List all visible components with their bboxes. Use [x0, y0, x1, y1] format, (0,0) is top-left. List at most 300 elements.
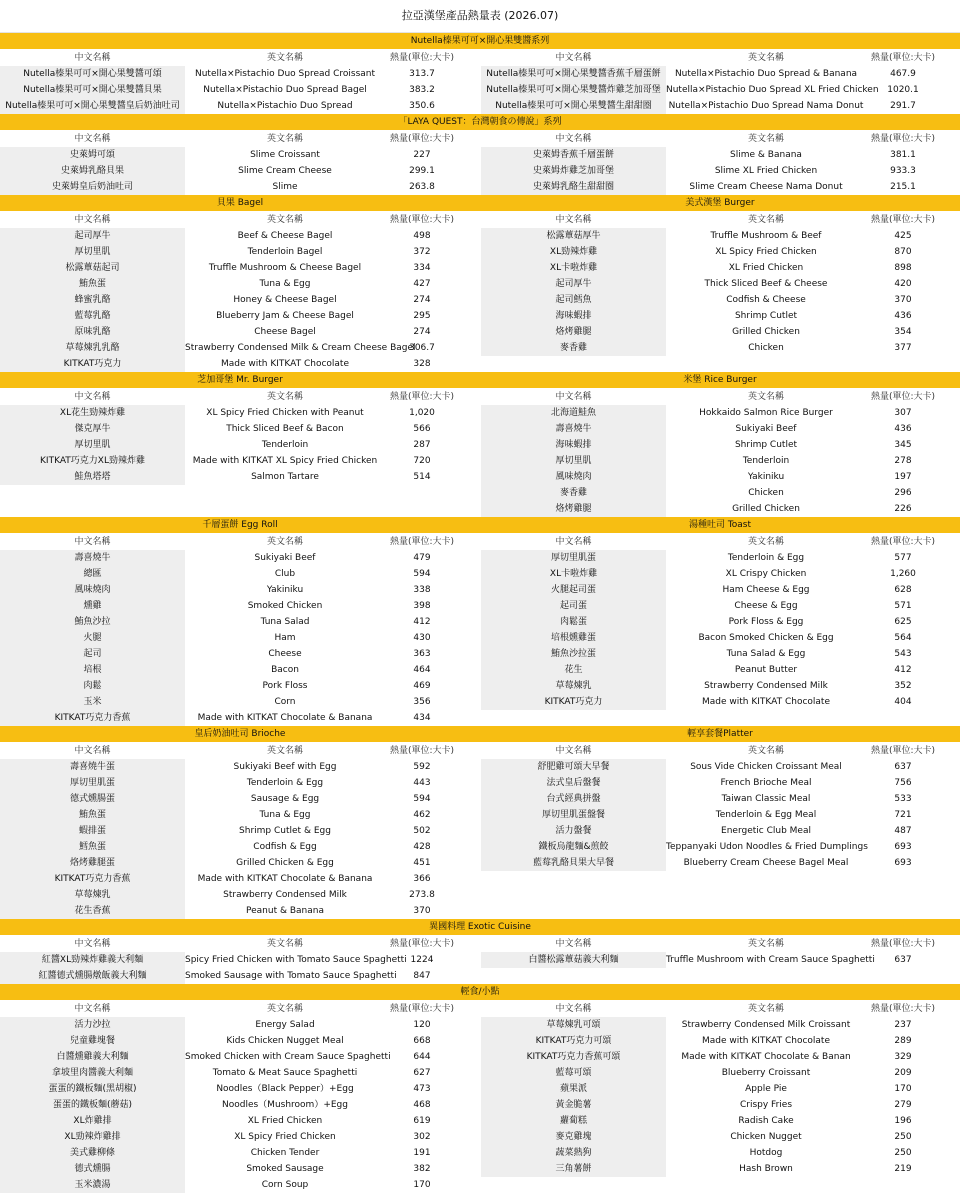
- item-kcal: 420: [894, 279, 912, 289]
- item-name-en: Tenderloin & Egg: [727, 553, 805, 563]
- item-kcal: 625: [894, 617, 912, 627]
- column-header-group: [0, 534, 480, 550]
- item-name-en: Ham: [274, 633, 296, 643]
- item-name-zh: 舒肥雞可頌大早餐: [481, 759, 666, 775]
- item-name-zh: 原味乳酪: [0, 324, 185, 340]
- item-kcal: [866, 887, 940, 903]
- item-kcal: 196: [894, 1116, 912, 1126]
- item-name-en: Shrimp Cutlet & Egg: [239, 826, 331, 836]
- item-right: [480, 147, 960, 163]
- item-name-en: Smoked Sausage: [246, 1164, 324, 1174]
- item-right: [480, 952, 960, 968]
- item-kcal: 428: [413, 842, 431, 852]
- item-name-en: XL Spicy Fried Chicken: [715, 247, 817, 257]
- item-kcal: 592: [413, 762, 431, 772]
- item-kcal: 566: [413, 424, 431, 434]
- table-row: [0, 903, 960, 919]
- item-name-en: Noodles（Mushroom）+Egg: [222, 1100, 348, 1110]
- item-name-en: Tenderloin & Egg Meal: [715, 810, 817, 820]
- table-row: [0, 485, 960, 501]
- table-row: [0, 1177, 960, 1193]
- item-right: [480, 646, 960, 662]
- table-row: [0, 405, 960, 421]
- item-kcal: 377: [894, 343, 912, 353]
- item-name-en: Teppanyaki Udon Noodles & Fried Dumplings: [666, 842, 868, 852]
- table-row: [0, 1129, 960, 1145]
- column-header-group: [480, 743, 960, 759]
- item-name-zh: 蜂蜜乳酪: [0, 292, 185, 308]
- item-left: [0, 630, 480, 646]
- section-title-row: [0, 726, 960, 743]
- section-title-left: 芝加哥堡 Mr. Burger: [197, 375, 283, 385]
- item-left: [0, 1065, 480, 1081]
- item-name-zh: 鮭魚塔塔: [0, 469, 185, 485]
- table-row: [0, 292, 960, 308]
- header-kcal: 熱量(單位:大卡): [870, 53, 936, 63]
- header-zh: 中文名稱: [555, 392, 592, 402]
- item-right: [480, 453, 960, 469]
- item-kcal: 296: [894, 488, 912, 498]
- section-title-right: 米堡 Rice Burger: [683, 375, 757, 385]
- item-kcal: 427: [413, 279, 431, 289]
- item-name-en: [185, 501, 385, 517]
- item-right: [480, 823, 960, 839]
- item-left: [0, 82, 480, 98]
- table-row: [0, 228, 960, 244]
- item-kcal: 434: [413, 713, 431, 723]
- item-kcal: 464: [413, 665, 431, 675]
- item-left: [0, 871, 480, 887]
- item-right: [480, 260, 960, 276]
- item-right: [480, 839, 960, 855]
- item-right: [480, 1097, 960, 1113]
- item-name-en: Truffle Mushroom with Cream Sauce Spaghetti: [666, 955, 875, 965]
- item-left: [0, 469, 480, 485]
- table-row: [0, 952, 960, 968]
- column-header-row: [0, 1001, 960, 1017]
- item-kcal: 533: [894, 794, 912, 804]
- header-kcal: 熱量(單位:大卡): [870, 537, 936, 547]
- item-kcal: 870: [894, 247, 912, 257]
- item-name-zh: 起司: [0, 646, 185, 662]
- item-name-en: Peanut Butter: [734, 665, 798, 675]
- item-right: [480, 1129, 960, 1145]
- item-kcal: 436: [894, 424, 912, 434]
- item-name-en: Hash Brown: [739, 1164, 793, 1174]
- item-name-en: Pork Floss: [262, 681, 308, 691]
- item-left: [0, 405, 480, 421]
- item-right: [480, 82, 960, 98]
- item-kcal: 263.8: [409, 182, 435, 192]
- header-en: 英文名稱: [747, 53, 784, 63]
- item-name-en: Chicken: [748, 488, 784, 498]
- item-name-en: Chicken: [748, 343, 784, 353]
- item-name-en: Codfish & Egg: [253, 842, 317, 852]
- item-right: [480, 662, 960, 678]
- header-zh: 中文名稱: [555, 53, 592, 63]
- table-row: [0, 582, 960, 598]
- header-en: 英文名稱: [266, 939, 303, 949]
- item-kcal: [866, 968, 940, 984]
- item-right: [480, 1049, 960, 1065]
- item-kcal: 467.9: [890, 69, 916, 79]
- item-name-en: Hokkaido Salmon Rice Burger: [699, 408, 833, 418]
- header-kcal: 熱量(單位:大卡): [870, 939, 936, 949]
- section-title-row: [0, 372, 960, 389]
- item-kcal: 479: [413, 553, 431, 563]
- table-row: [0, 823, 960, 839]
- item-name-en: Strawberry Condensed Milk: [223, 890, 347, 900]
- item-right: [480, 501, 960, 517]
- item-kcal: 468: [413, 1100, 431, 1110]
- item-name-en: Apple Pie: [745, 1084, 787, 1094]
- header-kcal: 熱量(單位:大卡): [870, 134, 936, 144]
- item-kcal: 313.7: [409, 69, 435, 79]
- item-kcal: 352: [894, 681, 912, 691]
- item-right: [480, 630, 960, 646]
- table-row: [0, 759, 960, 775]
- section-title: 輕食/小點: [0, 984, 960, 1001]
- column-header-group: [0, 936, 480, 952]
- item-name-en: Slime Croissant: [250, 150, 320, 160]
- item-right: [480, 694, 960, 710]
- item-name-zh: 麥香雞: [481, 340, 666, 356]
- item-name-zh: 麥香雞: [481, 485, 666, 501]
- item-kcal: [866, 903, 940, 919]
- item-right: [480, 437, 960, 453]
- section-title-left: 千層蛋餅 Egg Roll: [202, 520, 278, 530]
- item-name-zh: [481, 356, 666, 372]
- item-name-en: Made with KITKAT XL Spicy Fried Chicken: [192, 456, 378, 466]
- item-kcal: 328: [413, 359, 431, 369]
- item-name-en: Cheese Bagel: [254, 327, 316, 337]
- header-en: 英文名稱: [266, 537, 303, 547]
- item-name-en: Hotdog: [749, 1148, 783, 1158]
- item-right: [480, 791, 960, 807]
- item-kcal: 291.7: [890, 101, 916, 111]
- item-name-en: Tenderloin Bagel: [247, 247, 323, 257]
- item-name-en: Energy Salad: [255, 1020, 315, 1030]
- item-kcal: 451: [413, 858, 431, 868]
- item-name-en: Truffle Mushroom & Cheese Bagel: [208, 263, 362, 273]
- header-en: 英文名稱: [266, 392, 303, 402]
- item-name-en: Sausage & Egg: [250, 794, 320, 804]
- item-name-en: Salmon Tartare: [251, 472, 319, 482]
- item-name-zh: 燻雞: [0, 598, 185, 614]
- table-row: [0, 710, 960, 726]
- header-zh: 中文名稱: [555, 134, 592, 144]
- item-name-zh: 厚切里肌: [481, 453, 666, 469]
- item-left: [0, 98, 480, 114]
- item-kcal: 289: [894, 1036, 912, 1046]
- table-row: [0, 1145, 960, 1161]
- column-header-row: [0, 212, 960, 228]
- item-kcal: 720: [413, 456, 431, 466]
- header-en: 英文名稱: [266, 215, 303, 225]
- item-left: [0, 1177, 480, 1193]
- item-left: [0, 823, 480, 839]
- item-left: [0, 791, 480, 807]
- item-kcal: [866, 356, 940, 372]
- header-kcal: 熱量(單位:大卡): [389, 134, 455, 144]
- header-en: 英文名稱: [747, 939, 784, 949]
- item-left: [0, 1097, 480, 1113]
- item-kcal: 299.1: [409, 166, 435, 176]
- section-title-right: 美式漢堡 Burger: [685, 198, 755, 208]
- table-row: [0, 807, 960, 823]
- column-header-group: [480, 534, 960, 550]
- item-name-en: Sukiyaki Beef: [735, 424, 797, 434]
- item-name-en: Chicken Nugget: [730, 1132, 802, 1142]
- item-name-zh: 兒童雞塊餐: [0, 1033, 185, 1049]
- item-name-zh: XL勁辣炸雞排: [0, 1129, 185, 1145]
- item-kcal: 170: [894, 1084, 912, 1094]
- item-kcal: 383.2: [409, 85, 435, 95]
- item-left: [0, 163, 480, 179]
- item-name-zh: 松露蕈菇厚牛: [481, 228, 666, 244]
- item-name-en: Chicken Tender: [250, 1148, 320, 1158]
- table-row: [0, 82, 960, 98]
- column-header-group: [480, 50, 960, 66]
- item-name-en: Tuna Salad: [260, 617, 310, 627]
- item-kcal: 1224: [410, 955, 434, 965]
- table-row: [0, 598, 960, 614]
- item-left: [0, 662, 480, 678]
- item-name-en: Tomato & Meat Sauce Spaghetti: [212, 1068, 358, 1078]
- item-kcal: 295: [413, 311, 431, 321]
- item-kcal: 227: [413, 150, 431, 160]
- item-name-en: Nutella×Pistachio Duo Spread: [217, 101, 353, 111]
- item-kcal: 370: [413, 906, 431, 916]
- item-name-zh: KITKAT巧克力: [481, 694, 666, 710]
- item-name-en: Tuna & Egg: [259, 810, 311, 820]
- item-name-en: Smoked Chicken: [247, 601, 323, 611]
- header-zh: 中文名稱: [555, 746, 592, 756]
- item-name-zh: Nutella榛果可可×開心果雙醬炸雞芝加哥堡: [481, 82, 666, 98]
- item-name-zh: 德式燻腸蛋: [0, 791, 185, 807]
- item-right: [480, 1177, 960, 1193]
- item-name-zh: 史萊姆可頌: [0, 147, 185, 163]
- header-en: 英文名稱: [747, 537, 784, 547]
- header-kcal: 熱量(單位:大卡): [389, 215, 455, 225]
- item-name-zh: KITKAT巧克力XL勁辣炸雞: [0, 453, 185, 469]
- item-name-en: XL Spicy Fried Chicken with Peanut: [206, 408, 364, 418]
- item-name-zh: 火腿起司蛋: [481, 582, 666, 598]
- item-name-zh: 起司厚牛: [481, 276, 666, 292]
- item-name-en: Thick Sliced Beef & Bacon: [226, 424, 344, 434]
- table-row: [0, 678, 960, 694]
- item-name-zh: XL卡啦炸雞: [481, 566, 666, 582]
- item-name-zh: Nutella榛果可可×開心果雙醬生甜甜圈: [481, 98, 666, 114]
- item-name-en: Corn Soup: [261, 1180, 309, 1190]
- item-right: [480, 1033, 960, 1049]
- item-kcal: 469: [413, 681, 431, 691]
- item-kcal: 1020.1: [887, 85, 919, 95]
- item-name-zh: 三角薯餅: [481, 1161, 666, 1177]
- item-left: [0, 598, 480, 614]
- table-row: [0, 871, 960, 887]
- table-row: [0, 501, 960, 517]
- item-name-zh: Nutella榛果可可×開心果雙醬香蕉千層蛋餅: [481, 66, 666, 82]
- header-zh: 中文名稱: [74, 939, 111, 949]
- page-title: 拉亞漢堡產品熱量表 (2026.07): [0, 0, 960, 33]
- item-name-zh: XL勁辣炸雞: [481, 244, 666, 260]
- item-name-en: Tenderloin & Egg: [246, 778, 324, 788]
- item-kcal: 502: [413, 826, 431, 836]
- item-left: [0, 340, 480, 356]
- table-row: [0, 887, 960, 903]
- item-name-zh: 火腿: [0, 630, 185, 646]
- header-zh: 中文名稱: [74, 392, 111, 402]
- item-name-zh: 鮪魚蛋: [0, 276, 185, 292]
- item-kcal: 372: [413, 247, 431, 257]
- item-name-en: Slime & Banana: [730, 150, 802, 160]
- item-kcal: 370: [894, 295, 912, 305]
- item-name-zh: 肉鬆蛋: [481, 614, 666, 630]
- item-name-zh: KITKAT巧克力可頌: [481, 1033, 666, 1049]
- item-kcal: 191: [413, 1148, 431, 1158]
- table-row: [0, 1065, 960, 1081]
- header-en: 英文名稱: [747, 1004, 784, 1014]
- item-kcal: 436: [894, 311, 912, 321]
- item-name-en: Corn: [274, 697, 296, 707]
- item-name-zh: 烙烤雞腿蛋: [0, 855, 185, 871]
- item-right: [480, 775, 960, 791]
- item-name-en: Peanut & Banana: [246, 906, 324, 916]
- item-name-en: Grilled Chicken: [732, 327, 800, 337]
- item-kcal: 637: [894, 762, 912, 772]
- item-name-zh: 海味蝦排: [481, 437, 666, 453]
- table-row: [0, 1049, 960, 1065]
- header-kcal: 熱量(單位:大卡): [389, 537, 455, 547]
- item-left: [0, 887, 480, 903]
- item-left: [0, 968, 480, 984]
- item-name-en: Strawberry Condensed Milk: [704, 681, 828, 691]
- item-name-en: Kids Chicken Nugget Meal: [226, 1036, 344, 1046]
- item-left: [0, 807, 480, 823]
- item-name-zh: 黃金脆薯: [481, 1097, 666, 1113]
- item-left: [0, 952, 480, 968]
- item-name-zh: 白醬松露蕈菇義大利麵: [481, 952, 666, 968]
- item-name-zh: 總匯: [0, 566, 185, 582]
- item-name-zh: [481, 710, 666, 726]
- column-header-group: [0, 50, 480, 66]
- item-left: [0, 646, 480, 662]
- item-name-en: Radish Cake: [738, 1116, 794, 1126]
- item-name-zh: 草莓煉乳: [0, 887, 185, 903]
- item-kcal: 1,260: [890, 569, 916, 579]
- item-name-zh: [481, 1177, 666, 1193]
- item-kcal: 279: [894, 1100, 912, 1110]
- item-name-en: Sukiyaki Beef with Egg: [233, 762, 337, 772]
- item-name-zh: 培根: [0, 662, 185, 678]
- item-right: [480, 968, 960, 984]
- item-left: [0, 1161, 480, 1177]
- item-name-zh: 草莓煉乳乳酪: [0, 340, 185, 356]
- item-kcal: 274: [413, 295, 431, 305]
- item-kcal: 334: [413, 263, 431, 273]
- table-row: [0, 147, 960, 163]
- item-kcal: 307: [894, 408, 912, 418]
- item-kcal: 693: [894, 842, 912, 852]
- item-name-en: Nutella×Pistachio Duo Spread Croissant: [194, 69, 376, 79]
- item-left: [0, 228, 480, 244]
- item-left: [0, 1145, 480, 1161]
- item-name-zh: 海味蝦排: [481, 308, 666, 324]
- item-name-en: Tuna Salad & Egg: [726, 649, 806, 659]
- item-kcal: [866, 871, 940, 887]
- item-kcal: 627: [413, 1068, 431, 1078]
- item-right: [480, 244, 960, 260]
- header-en: 英文名稱: [747, 392, 784, 402]
- item-name-zh: [481, 968, 666, 984]
- item-name-zh: 鐵板烏龍麵&煎餃: [481, 839, 666, 855]
- item-right: [480, 1113, 960, 1129]
- item-right: [480, 871, 960, 887]
- item-name-zh: 拿坡里肉醬義大利麵: [0, 1065, 185, 1081]
- item-name-en: Smoked Chicken with Cream Sauce Spaghetti: [185, 1052, 391, 1062]
- section-title-left: 貝果 Bagel: [216, 198, 264, 208]
- item-kcal: 462: [413, 810, 431, 820]
- header-kcal: 熱量(單位:大卡): [389, 1004, 455, 1014]
- header-zh: 中文名稱: [555, 939, 592, 949]
- column-header-row: [0, 131, 960, 147]
- table-row: [0, 469, 960, 485]
- item-name-en: Noodles（Black Pepper）+Egg: [216, 1084, 354, 1094]
- item-name-en: [185, 485, 385, 501]
- table-row: [0, 614, 960, 630]
- item-name-zh: KITKAT巧克力香蕉可頌: [481, 1049, 666, 1065]
- table-row: [0, 968, 960, 984]
- item-right: [480, 292, 960, 308]
- header-zh: 中文名稱: [555, 537, 592, 547]
- item-left: [0, 437, 480, 453]
- item-name-en: Slime: [272, 182, 298, 192]
- item-left: [0, 308, 480, 324]
- item-kcal: 250: [894, 1132, 912, 1142]
- item-kcal: 363: [413, 649, 431, 659]
- item-name-en: [666, 356, 866, 372]
- table-row: [0, 662, 960, 678]
- item-name-zh: 玉米濃湯: [0, 1177, 185, 1193]
- item-name-en: Sukiyaki Beef: [254, 553, 316, 563]
- item-name-zh: 蘿蔔糕: [481, 1113, 666, 1129]
- header-zh: 中文名稱: [555, 215, 592, 225]
- header-en: 英文名稱: [266, 1004, 303, 1014]
- item-kcal: 898: [894, 263, 912, 273]
- item-right: [480, 582, 960, 598]
- item-name-en: Cheese & Egg: [734, 601, 798, 611]
- item-left: [0, 1113, 480, 1129]
- header-en: 英文名稱: [747, 134, 784, 144]
- item-name-zh: 花生香蕉: [0, 903, 185, 919]
- section-title-right: 湯種吐司 Toast: [688, 520, 752, 530]
- item-name-zh: [0, 501, 185, 517]
- item-name-en: Tuna & Egg: [259, 279, 311, 289]
- item-name-en: XL Fried Chicken: [247, 1116, 323, 1126]
- table-row: [0, 1081, 960, 1097]
- item-right: [480, 678, 960, 694]
- item-left: [0, 421, 480, 437]
- item-kcal: 721: [894, 810, 912, 820]
- item-name-en: XL Fried Chicken: [728, 263, 804, 273]
- item-kcal: [866, 1177, 940, 1193]
- item-name-zh: 厚切里肌: [0, 437, 185, 453]
- table-row: [0, 566, 960, 582]
- item-name-zh: 德式燻腸: [0, 1161, 185, 1177]
- item-right: [480, 324, 960, 340]
- header-zh: 中文名稱: [74, 746, 111, 756]
